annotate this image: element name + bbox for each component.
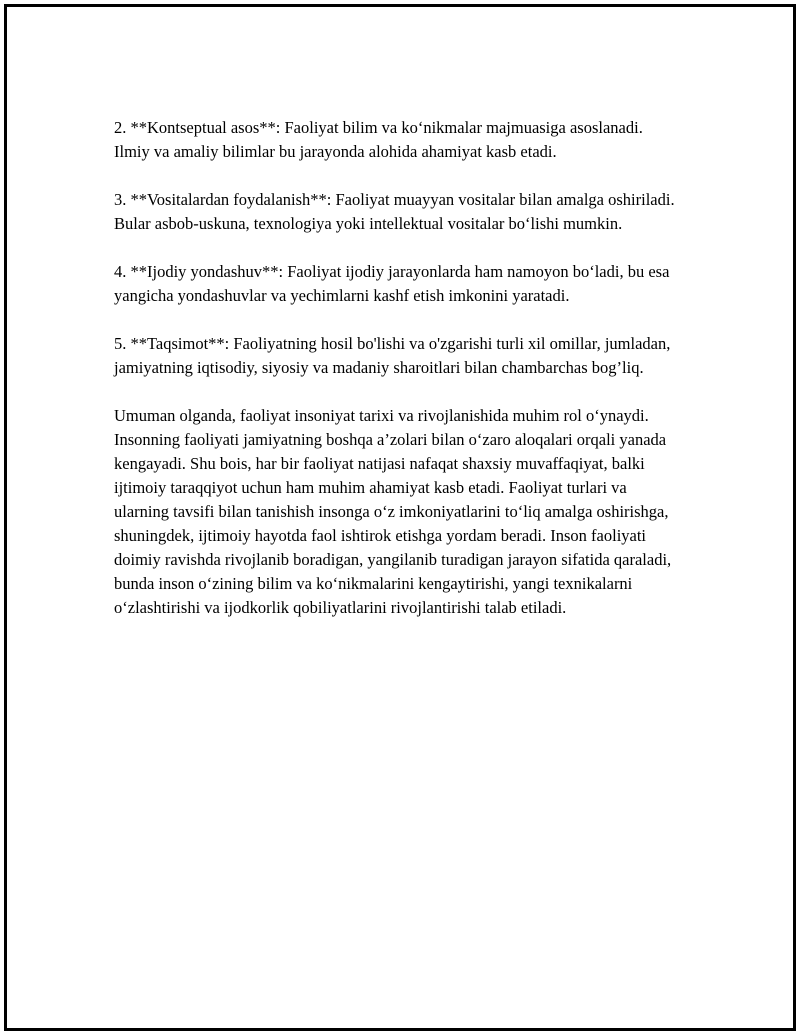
conclusion-paragraph: Umuman olganda, faoliyat insoniyat tarixi va rivojlanishida muhim rol o‘ynaydi. Insonning faoliyati jamiyatning boshqa a’zolari bilan o‘zaro aloqalari orqali yanada kengayadi. Shu bois, har bir faoliyat natijasi nafaqat shaxsiy muvaffaqiyat, balki ijtimoiy taraqqiyot uchun ham muhim ahamiyat kasb etadi. Faoliyat turlari va ularning tavsifi bilan tanishish insonga o‘z imkoniyatlarini to‘liq amalga oshirishga, shuningdek, ijtimoiy hayotda faol ishtirok etishga yordam beradi. Inson faoliyati doimiy ravishda rivojlanib boradigan, yangilanib turadigan jarayon sifatida qaraladi, bunda inson o‘zining bilim va ko‘nikmalarini kengaytirishi, yangi texnikalarni o‘zlashtirishi va ijodkorlik qobiliyatlarini rivojlantirishi talab etiladi. — [114, 406, 672, 617]
list-item-taqsimot: 5. **Taqsimot**: Faoliyatning hosil bo'lishi va o'zgarishi turli xil omillar, jumladan, jamiyatning iqtisodiy, siyosiy va madaniy sharoitlari bilan chambarchas bog’liq. — [114, 334, 671, 377]
document-body — [114, 116, 682, 644]
list-item-ijodiy-yondashuv: 4. **Ijodiy yondashuv**: Faoliyat ijodiy jarayonlarda ham namoyon bo‘ladi, bu esa yangicha yondashuvlar va yechimlarni kashf etish imkonini yaratadi. — [114, 262, 670, 305]
list-item-kontseptual-asos: 2. **Kontseptual asos**: Faoliyat bilim va ko‘nikmalar majmuasiga asoslanadi. Ilmiy va amaliy bilimlar bu jarayonda alohida ahamiyat kasb etadi. — [114, 118, 643, 161]
list-item-vositalardan-foydalanish: 3. **Vositalardan foydalanish**: Faoliyat muayyan vositalar bilan amalga oshiriladi. Bular asbob-uskuna, texnologiya yoki intellektual vositalar bo‘lishi mumkin. — [114, 190, 675, 233]
